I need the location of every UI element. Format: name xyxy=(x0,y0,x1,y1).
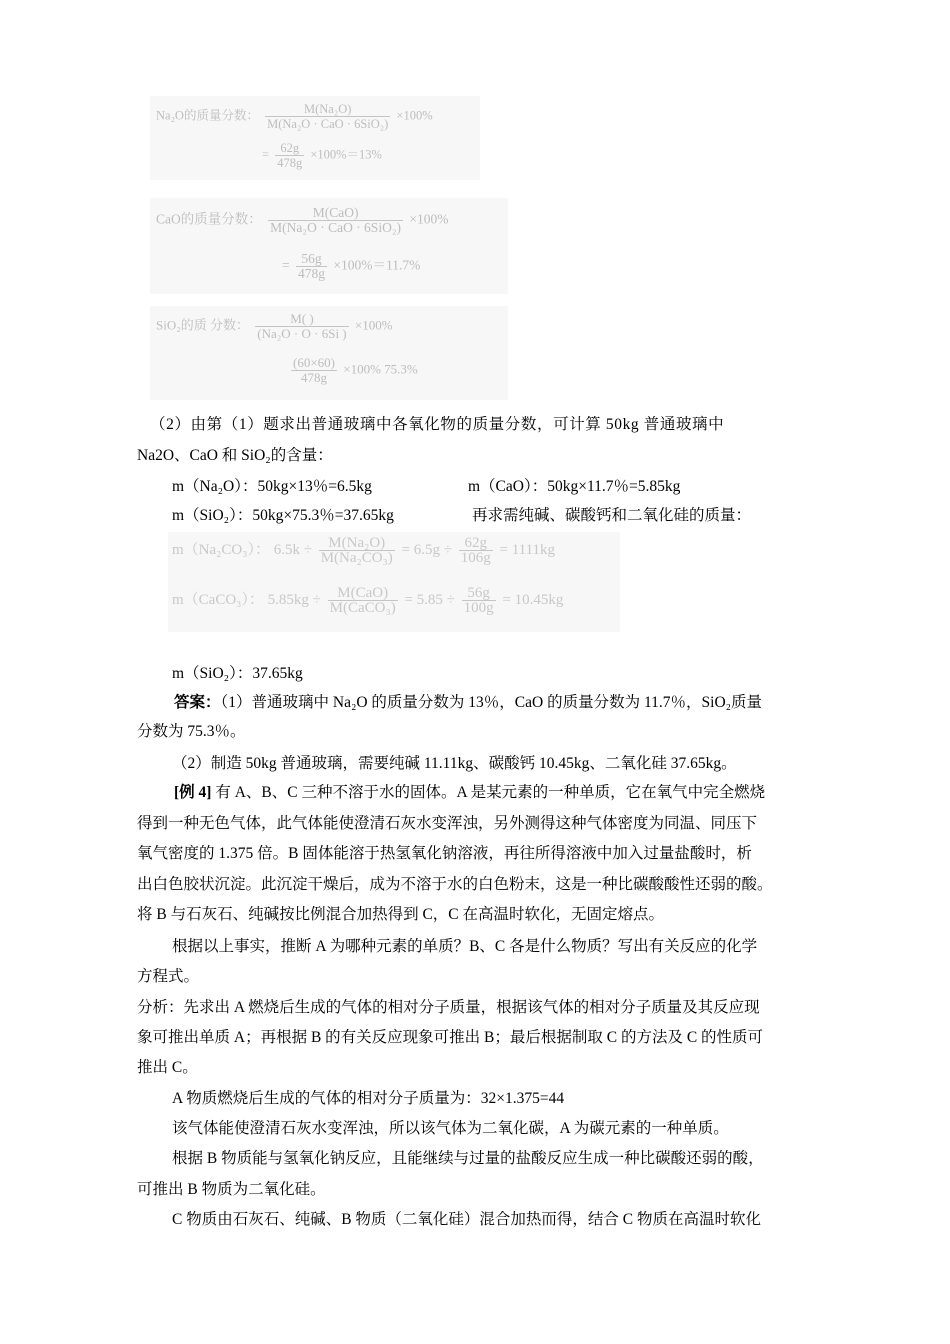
fraction: $\frac{62g}{478g}$ xyxy=(277,141,303,170)
fraction: $\frac{\text{M(Na₂O)}}{\text{M(Na₂O · CaO · 6SiO₂)}}$ xyxy=(267,102,389,131)
analysis-line1: 分析：先求出 A 燃烧后生成的气体的相对分子质量，根据该气体的相对分子质量及其反应现 xyxy=(137,999,760,1016)
paragraph-2-line1: （2）由第（1）题求出普通玻璃中各氧化物的质量分数，可计算 50kg 普通玻璃中 xyxy=(150,416,725,433)
example-4-line3: 氧气密度的 1.375 倍。B 固体能溶于热氢氧化钠溶液，再往所得溶液中加入过量盐酸时，析 xyxy=(137,845,752,862)
question-line1: 根据以上事实，推断 A 为哪种元素的单质？B、C 各是什么物质？写出有关反应的化学 xyxy=(172,938,758,955)
mass-cao: m（CaO）：50kg×11.7％=5.85kg xyxy=(468,478,681,495)
example-4-line4: 出白色胶状沉淀。此沉淀干燥后，成为不溶于水的白色粉末，这是一种比碳酸酸性还弱的酸。 xyxy=(137,876,773,893)
answer-line1: 答案：（1）普通玻璃中 Na₂O 的质量分数为 13％，CaO 的质量分数为 11.7％，SiO₂质量 xyxy=(174,694,763,711)
fraction: $\frac{\text{M(CaO)}}{\text{M(CaCO₃)}}$ xyxy=(329,585,396,616)
formula-na2o-line1: Na₂O的质量分数： $\frac{\text{M(Na₂O)}}{\text{M(Na₂O · CaO · 6SiO₂)}}$ ×100% xyxy=(156,102,433,131)
solution-line5: C 物质由石灰石、纯碱、B 物质（二氧化硅）混合加热而得，结合 C 物质在高温时软化 xyxy=(172,1211,762,1228)
fraction: $\frac{\text{M(Na₂O)}}{\text{M(Na₂CO₃)}}$ xyxy=(320,535,393,566)
find-mass-text: 再求需纯碱、碳酸钙和二氧化硅的质量： xyxy=(472,507,752,524)
formula-sio2-line2: $\frac{(60\times 60)}{478g}$ ×100% 75.3% xyxy=(293,355,418,385)
solution-line1: A 物质燃烧后生成的气体的相对分子质量为：32×1.375=44 xyxy=(172,1090,565,1107)
formula-cao-line1: CaO的质量分数： $\frac{\text{M(CaO)}}{\text{M(Na₂O · CaO · 6SiO₂)}}$ ×100% xyxy=(156,205,449,235)
fraction: $\frac{56g}{478g}$ xyxy=(298,251,325,281)
solution-line3: 根据 B 物质能与氢氧化钠反应，且能继续与过量的盐酸反应生成一种比碳酸还弱的酸， xyxy=(172,1150,764,1167)
formula-label: Na₂O的质量分数： xyxy=(156,108,259,123)
fraction: $\frac{M( )}{\text{(Na₂O · O · 6Si )}}$ xyxy=(257,311,347,341)
answer-line2: 分数为 75.3％。 xyxy=(137,723,246,740)
fraction: $\frac{\text{M(CaO)}}{\text{M(Na₂O · CaO · 6SiO₂)}}$ xyxy=(270,205,402,235)
formula-sio2-line1: SiO₂的质 分数： $\frac{M( )}{\text{(Na₂O · O · 6Si )}}$ ×100% xyxy=(156,311,393,341)
fraction: $\frac{(60\times 60)}{478g}$ xyxy=(293,355,335,385)
formula-caco3: m（CaCO₃）： 5.85kg ÷ $\frac{\text{M(CaO)}}{\text{M(CaCO₃)}}$ = 5.85 ÷ $\frac{56g}{100g}$ = 10.45kg xyxy=(172,585,564,616)
solution-line2: 该气体能使澄清石灰水变浑浊，所以该气体为二氧化碳，A 为碳元素的一种单质。 xyxy=(172,1120,729,1137)
mass-sio2-final: m（SiO₂）：37.65kg xyxy=(172,665,303,682)
fraction: $\frac{62g}{106g}$ xyxy=(460,535,491,566)
answer-label: 答案： xyxy=(174,694,221,711)
fraction: $\frac{56g}{100g}$ xyxy=(463,585,494,616)
solution-line4: 可推出 B 物质为二氧化硅。 xyxy=(137,1181,326,1198)
question-line2: 方程式。 xyxy=(137,968,200,985)
example-label: [例 4] xyxy=(174,784,212,801)
answer-line3: （2）制造 50kg 普通玻璃，需要纯碱 11.11kg、碳酸钙 10.45kg、二氧化硅 37.65kg。 xyxy=(172,755,737,772)
formula-cao-line2: = $\frac{56g}{478g}$ ×100%＝11.7% xyxy=(282,251,421,281)
example-4-line1: [例 4] 有 A、B、C 三种不溶于水的固体。A 是某元素的一种单质，它在氧气中完全燃烧 xyxy=(174,784,766,801)
paragraph-2-line2: Na2O、CaO 和 SiO₂的含量： xyxy=(137,447,333,464)
formula-na2co3: m（Na₂CO₃）： 6.5k ÷ $\frac{\text{M(Na₂O)}}{\text{M(Na₂CO₃)}}$ = 6.5g ÷ $\frac{62g}{106g}$ = 1111kg xyxy=(172,535,556,566)
example-4-line2: 得到一种无色气体，此气体能使澄清石灰水变浑浊，另外测得这种气体密度为同温、同压下 xyxy=(137,815,758,832)
mass-na2o: m（Na₂O）：50kg×13％=6.5kg xyxy=(172,478,372,495)
formula-na2o-line2: = $\frac{62g}{478g}$ ×100%＝13% xyxy=(262,141,382,170)
analysis-line3: 推出 C。 xyxy=(137,1059,198,1076)
analysis-line2: 象可推出单质 A；再根据 B 的有关反应现象可推出 B；最后根据制取 C 的方法及 C 的性质可 xyxy=(137,1029,764,1046)
mass-sio2: m（SiO₂）：50kg×75.3％=37.65kg xyxy=(172,507,394,524)
example-4-line5: 将 B 与石灰石、纯碱按比例混合加热得到 C，C 在高温时软化，无固定熔点。 xyxy=(137,906,665,923)
